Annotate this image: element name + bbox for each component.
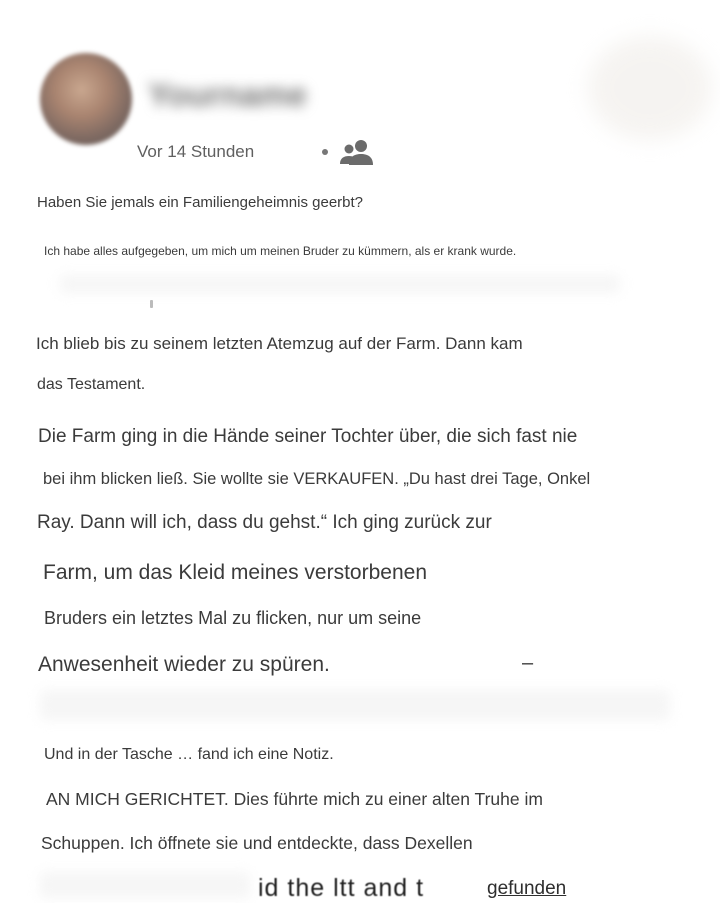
cut-off-text-line: id the ltt and t	[258, 874, 425, 902]
friends-icon[interactable]	[340, 138, 374, 166]
ghost-text-block	[40, 690, 670, 720]
post-text-line: Ich habe alles aufgegeben, um mich um meinen Bruder zu kümmern, als er krank wurde.	[44, 244, 517, 258]
post-text-line: Farm, um das Kleid meines verstorbenen	[43, 561, 427, 584]
cut-off-text-word: gefunden	[487, 878, 567, 899]
ghost-text-block	[40, 872, 250, 898]
post-text-line: das Testament.	[37, 376, 146, 393]
blurred-corner-element	[588, 36, 712, 140]
post-text-line: Und in der Tasche … fand ich eine Notiz.	[44, 746, 334, 763]
post-timestamp[interactable]: Vor 14 Stunden	[137, 142, 255, 161]
post-text-line: AN MICH GERICHTET. Dies führte mich zu einer alten Truhe im	[46, 789, 543, 809]
post-text-line: Haben Sie jemals ein Familiengeheimnis geerbt?	[37, 194, 364, 211]
separator-dot	[322, 149, 328, 155]
post-text-line: Ray. Dann will ich, dass du gehst.“ Ich ging zurück zur	[37, 512, 492, 533]
post-text-line: Schuppen. Ich öffnete sie und entdeckte, dass Dexellen	[41, 833, 473, 853]
username[interactable]: Yourname	[148, 76, 307, 113]
post-text-line: Bruders ein letztes Mal zu flicken, nur um seine	[44, 608, 422, 628]
avatar[interactable]	[40, 53, 132, 145]
post-text-line: Die Farm ging in die Hände seiner Tochter über, die sich fast nie	[38, 426, 578, 447]
ghost-text-block	[60, 275, 620, 293]
stray-mark	[150, 300, 153, 308]
post-text-line: bei ihm blicken ließ. Sie wollte sie VERKAUFEN. „Du hast drei Tage, Onkel	[43, 470, 591, 488]
post-text-line: Ich blieb bis zu seinem letzten Atemzug auf der Farm. Dann kam	[36, 334, 523, 353]
post-text-line: Anwesenheit wieder zu spüren.	[38, 653, 330, 676]
stray-dash: –	[522, 652, 534, 674]
